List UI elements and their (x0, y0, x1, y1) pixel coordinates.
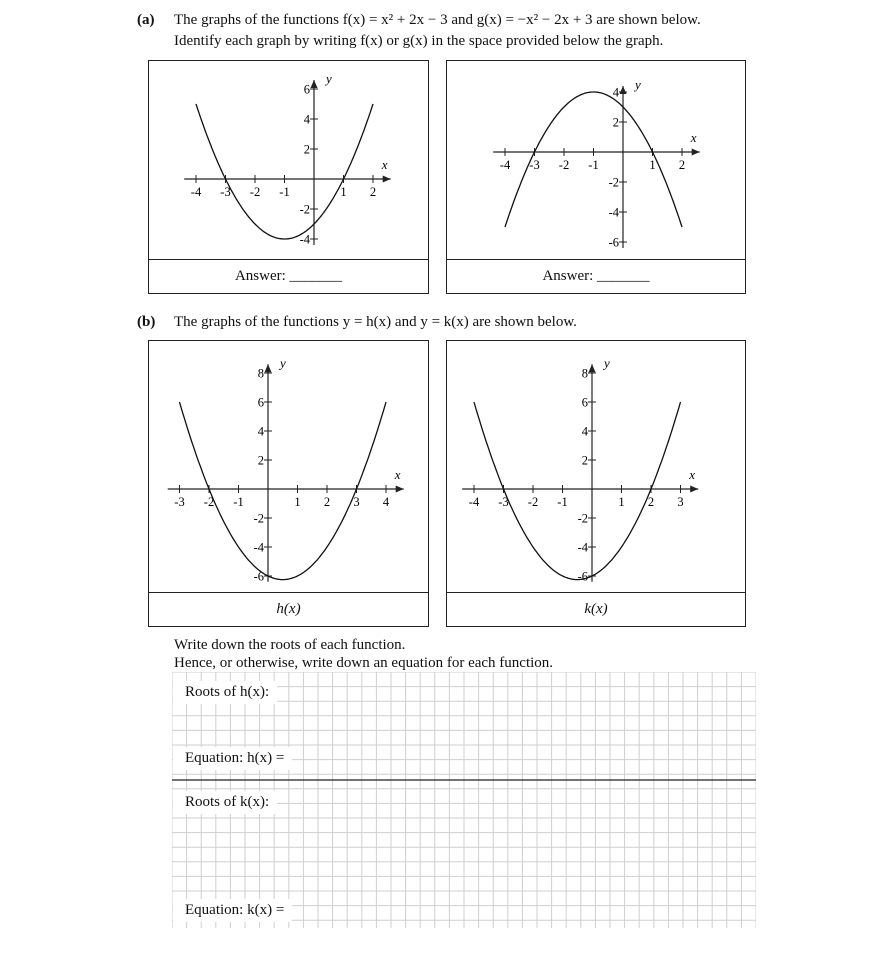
equation-k-label: Equation: k(x) = (173, 899, 292, 922)
y-tick-label: -2 (299, 202, 310, 217)
caption-k: k(x) (447, 592, 745, 626)
y-tick-label: 2 (581, 453, 588, 468)
x-tick-label: 2 (678, 158, 686, 172)
x-tick-label: -2 (558, 158, 570, 172)
y-tick-label: -6 (253, 569, 264, 584)
y-tick-label: 6 (581, 395, 588, 410)
x-tick-label: -2 (249, 185, 261, 199)
y-tick-label: 6 (257, 395, 264, 410)
x-tick-label: -1 (279, 185, 290, 199)
graph-box-b-right (446, 340, 746, 627)
x-tick-label: -3 (220, 185, 231, 199)
x-tick-label: -3 (529, 158, 540, 172)
x-tick-label: 2 (647, 495, 655, 509)
answer-grid[interactable] (172, 672, 756, 928)
part-a-question-line1: The graphs of the functions f(x) = x² + 2x − 3 and g(x) = −x² − 2x + 3 are shown below. (174, 12, 701, 28)
y-tick-label: 2 (612, 115, 619, 130)
y-axis-arrow (589, 364, 596, 372)
y-axis-name: y (326, 71, 332, 86)
parabola-curve (196, 104, 373, 239)
x-tick-label: 1 (649, 158, 656, 172)
y-tick-label: 6 (303, 82, 310, 97)
graph-a-left-plot (149, 61, 430, 261)
y-tick-label: -4 (253, 540, 264, 555)
x-axis-arrow (396, 486, 404, 493)
y-tick-label: 2 (257, 453, 264, 468)
y-tick-label: 4 (257, 424, 264, 439)
y-tick-label: -6 (608, 235, 619, 250)
x-axis-name: x (689, 467, 696, 482)
equation-h-label: Equation: h(x) = (173, 747, 292, 770)
y-tick-label: -6 (577, 569, 588, 584)
y-axis-arrow (311, 80, 318, 88)
y-tick-label: 8 (257, 366, 264, 381)
x-tick-label: -1 (557, 495, 568, 509)
x-tick-label: 2 (369, 185, 377, 199)
x-tick-label: 2 (323, 495, 331, 509)
instruction-roots: Write down the roots of each function. (174, 637, 406, 653)
y-tick-label: 4 (581, 424, 588, 439)
x-tick-label: -1 (233, 495, 244, 509)
x-tick-label: 3 (677, 495, 684, 509)
x-tick-label: -2 (203, 495, 215, 509)
y-tick-label: -4 (299, 232, 310, 247)
part-b-question-line1: The graphs of the functions y = h(x) and y = k(x) are shown below. (174, 314, 577, 330)
x-tick-label: 1 (294, 495, 301, 509)
graph-box-a-right (446, 60, 746, 294)
x-axis-name: x (394, 467, 401, 482)
graph-a-right-plot (447, 61, 747, 261)
y-tick-label: 2 (303, 142, 310, 157)
y-tick-label: 4 (303, 112, 310, 127)
graph-box-b-left (148, 340, 429, 627)
x-tick-label: -4 (468, 495, 480, 509)
y-tick-label: -2 (253, 511, 264, 526)
y-tick-label: -2 (608, 175, 619, 190)
x-axis-arrow (690, 486, 698, 493)
x-tick-label: 1 (618, 495, 625, 509)
graph-box-a-left (148, 60, 429, 294)
x-axis-name: x (381, 157, 388, 172)
x-tick-label: 1 (340, 185, 347, 199)
part-a-label: (a) (137, 12, 155, 28)
x-axis-arrow (383, 176, 391, 183)
y-tick-label: -4 (608, 205, 619, 220)
y-axis-arrow (265, 364, 272, 372)
y-axis-name: y (604, 355, 610, 371)
y-axis-arrow (620, 86, 627, 94)
roots-k-label: Roots of k(x): (173, 791, 277, 814)
y-tick-label: -4 (577, 540, 588, 555)
x-tick-label: -2 (527, 495, 539, 509)
graph-k-plot (447, 341, 747, 596)
caption-h: h(x) (149, 592, 428, 626)
part-a-question-line2: Identify each graph by writing f(x) or g(x) in the space provided below the graph. (174, 33, 664, 49)
x-tick-label: -3 (174, 495, 185, 509)
y-tick-label: 8 (581, 366, 588, 381)
x-axis-name: x (690, 130, 697, 145)
x-tick-label: -1 (588, 158, 599, 172)
graph-h-plot (149, 341, 430, 596)
y-tick-label: -2 (577, 511, 588, 526)
part-b-label: (b) (137, 314, 156, 330)
x-tick-label: 4 (382, 495, 390, 509)
x-tick-label: -4 (190, 185, 202, 199)
x-axis-arrow (692, 149, 700, 156)
roots-h-label: Roots of h(x): (173, 681, 277, 704)
y-axis-name: y (635, 77, 641, 92)
y-axis-name: y (280, 355, 286, 371)
parabola-curve (180, 402, 387, 580)
instruction-equation: Hence, or otherwise, write down an equation for each function. (174, 655, 554, 671)
y-tick-label: 4 (612, 85, 619, 100)
answer-a-left: Answer: _______ (149, 259, 428, 293)
answer-a-right: Answer: _______ (447, 259, 745, 293)
x-tick-label: 3 (353, 495, 360, 509)
x-tick-label: -4 (499, 158, 511, 172)
x-tick-label: -3 (498, 495, 509, 509)
